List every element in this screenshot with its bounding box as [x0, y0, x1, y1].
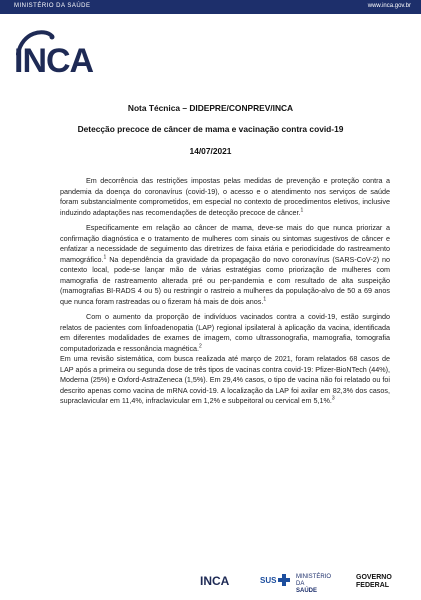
inca-logo — [14, 28, 94, 80]
footer-ministry-logo: MINISTÉRIO DA SAÚDE — [296, 574, 332, 594]
paragraph-1: Em decorrência das restrições impostas pelas medidas de prevenção e proteção contra a pandemia da doença do coronavírus (covid-19), o acesso e o atendimento nos serviços de saúde foram substancialmente comprometidos, em especial no contexto de procedimentos eletivos, inclusive induzindo adaptações nas recomendações de detecção precoce de câncer.$^1$ — [60, 176, 390, 217]
footer-sus-logo: SUS — [260, 576, 277, 585]
footer — [0, 570, 421, 594]
footnote-ref: 2 — [199, 343, 202, 350]
ministry-label: MINISTÉRIO DA SAÚDE — [14, 3, 91, 9]
site-url: www.inca.gov.br — [367, 3, 411, 9]
footer-government-logo: GOVERNO FEDERAL — [356, 574, 392, 589]
footnote-ref: 1 — [103, 254, 107, 261]
document-subtitle: Detecção precoce de câncer de mama e vacinação contra covid-19 — [77, 124, 344, 134]
document-title: Nota Técnica – DIDEPRE/CONPREV/INCA — [127, 103, 294, 113]
footer-inca-logo: INCA — [200, 574, 230, 588]
paragraph-2: Especificamente em relação ao câncer de mama, deve-se mais do que nunca priorizar a confirmação diagnóstica e o tratamento de mulheres com sinais ou sintomas sugestivos de câncer e enfatizar a necessidade de seguimento das diretrizes de faixa etária e periodicidade do rastreamento mamográfico.$^1$ Na dependência da gravidade da propagação do novo coronavírus (SARS-CoV-2) no contexto local, pode-se lançar mão de várias estratégias como priorização de mulheres com mamografia de rastreamento alterada pré ou per-pandemia e com resultado de alta suspeição (mamografias BI-RADS 4 ou 5) ou restringir o rastreio a mulheres da população-alvo de 50 a 69 anos que nunca foram rastreadas ou o fizeram há mais de dois anos.$^1$ — [60, 223, 390, 306]
inca-logo-text: INCA — [14, 42, 94, 80]
document-date: 14/07/2021 — [189, 146, 232, 156]
paragraph-4: Em uma revisão sistemática, com busca realizada até março de 2021, foram relatados 68 casos de LAP após a primeira ou segunda dose de três tipos de vacinas contra covid-19: Pfizer-BioNTech (44%), Moderna (25%) e Oxford-AstraZeneca (1,5%). Em 29,4% casos, o tipo de vacina não foi relatado ou foi descrito apenas como vacina de mRNA covid-19. A localização da LAP foi axilar em 82,3% dos casos, supraclavicular em 11,4%, infraclavicular em 1,2% e subpeitoral ou cervical em 5,1%.$^3$ — [60, 354, 390, 405]
footnote-ref: 1 — [263, 296, 267, 303]
footnote-ref: 3 — [331, 395, 335, 402]
paragraph-3: Com o aumento da proporção de indivíduos vacinados contra a covid-19, estão surgindo relatos de pacientes com linfoadenopatia (LAP) regional ipsilateral à aplicação da vacina, identificada em diferentes modalidades de exames de imagem, como ultrassonografia, mamografia, tomografia computadorizada e ressonância magnética.$^2$ — [60, 312, 390, 353]
health-cross-icon — [278, 574, 290, 586]
top-bar — [0, 0, 421, 14]
footnote-ref: 1 — [300, 207, 304, 214]
document-body — [60, 176, 390, 412]
